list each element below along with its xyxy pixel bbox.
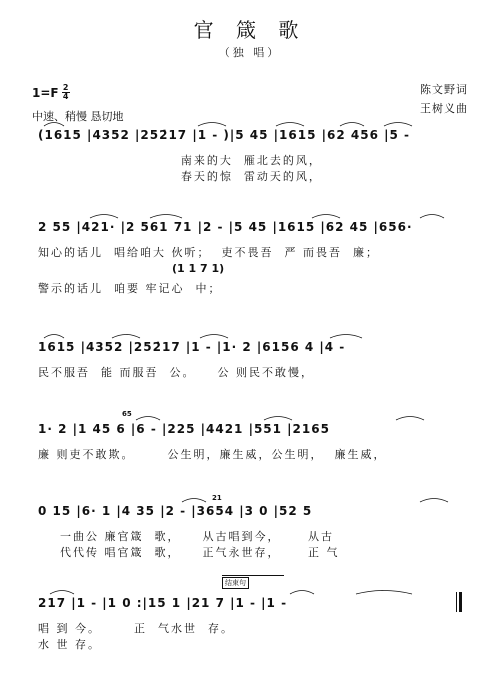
grace-note-65: 65 [122,410,132,418]
lyric-row-2-verse-1: 知心的话儿 唱给咱大 伙听； 吏不畏吾 严 而畏吾 廉； [38,246,379,259]
lyric-row-6-verse-2: 水 世 存。 [38,638,101,651]
song-subtitle: （独 唱） [218,46,282,59]
lyric-row-4-verse-1: 廉 则吏不敢欺。 公生明，廉生威，公生明， 廉生威， [38,448,387,461]
lyric-row-3-verse-1: 民不服吾 能 而服吾 公。 公 则民不敢慢， [38,366,314,379]
slur [112,335,140,339]
slur [356,591,412,595]
lyric-row-1-verse-1: 南来的大 雁北去的风， [38,154,322,167]
slur [90,215,118,219]
slur [44,335,64,339]
slur [136,417,160,421]
slur [198,123,226,127]
grace-note-21: 21 [212,494,222,502]
slur [264,417,292,421]
slur [150,215,182,219]
slur [200,335,228,339]
notation-row-1: (1615 |4352 |252̇17 |1 - )|5 45 |1615 |62 456 |5 - [38,128,411,142]
lyric-row-5-verse-2: 代代传 唱官箴 歌， 正气永世存， 正 气 [38,546,340,559]
ending-mark: 结束句 [222,577,249,589]
slur [396,417,424,421]
slur [50,591,74,595]
slur [182,499,206,503]
notation-row-2: 2 55 |421· |2 561 71 |2 - |5 45 |1615 |62 45 |656· [38,220,413,234]
slur [420,215,444,219]
notation-row-4: 1· 2 |1 45 6 |6 - |225 |4421 |551 |2165 [38,422,330,436]
lyric-row-5-verse-1: 一曲公 廉官箴 歌， 从古唱到今， 从古 [38,530,334,543]
notation-row-5: 0 15 |6· 1 |4 35 |2 - |3654 |3 0 |52 5 [38,504,313,518]
song-title: 官 箴 歌 [193,18,307,42]
lyricist-credit: 陈文野词 [420,83,468,96]
lyric-row-1-verse-2: 春天的惊 雷动天的风， [38,170,322,183]
slur [44,123,64,127]
key-text: 1=F [32,85,59,100]
slur [276,123,304,127]
alternate-phrase: (1 1 7 1) [172,262,225,275]
slur [384,123,412,127]
slur [312,215,340,219]
notation-row-3: 1615 |4352 |252̇17 |1 - |1· 2 |6156 4 |4 - [38,340,346,354]
lyric-row-2-verse-2: 警示的话儿 咱要 牢记心 中； [38,282,222,295]
slur [290,591,314,595]
notation-row-6: 217 |1 - |1 0 :|15 1 |21 7 |1 - |1 - [38,596,288,610]
slur [330,335,362,339]
time-top: 2 [62,83,69,92]
slur [420,499,448,503]
time-bottom: 4 [62,92,69,101]
tempo-marking: 中速、稍慢 恳切地 [32,110,124,123]
slur [340,123,364,127]
lyric-row-6-verse-1: 唱 到 今。 正 气水世 存。 [38,622,234,635]
composer-credit: 王树义曲 [420,102,468,115]
